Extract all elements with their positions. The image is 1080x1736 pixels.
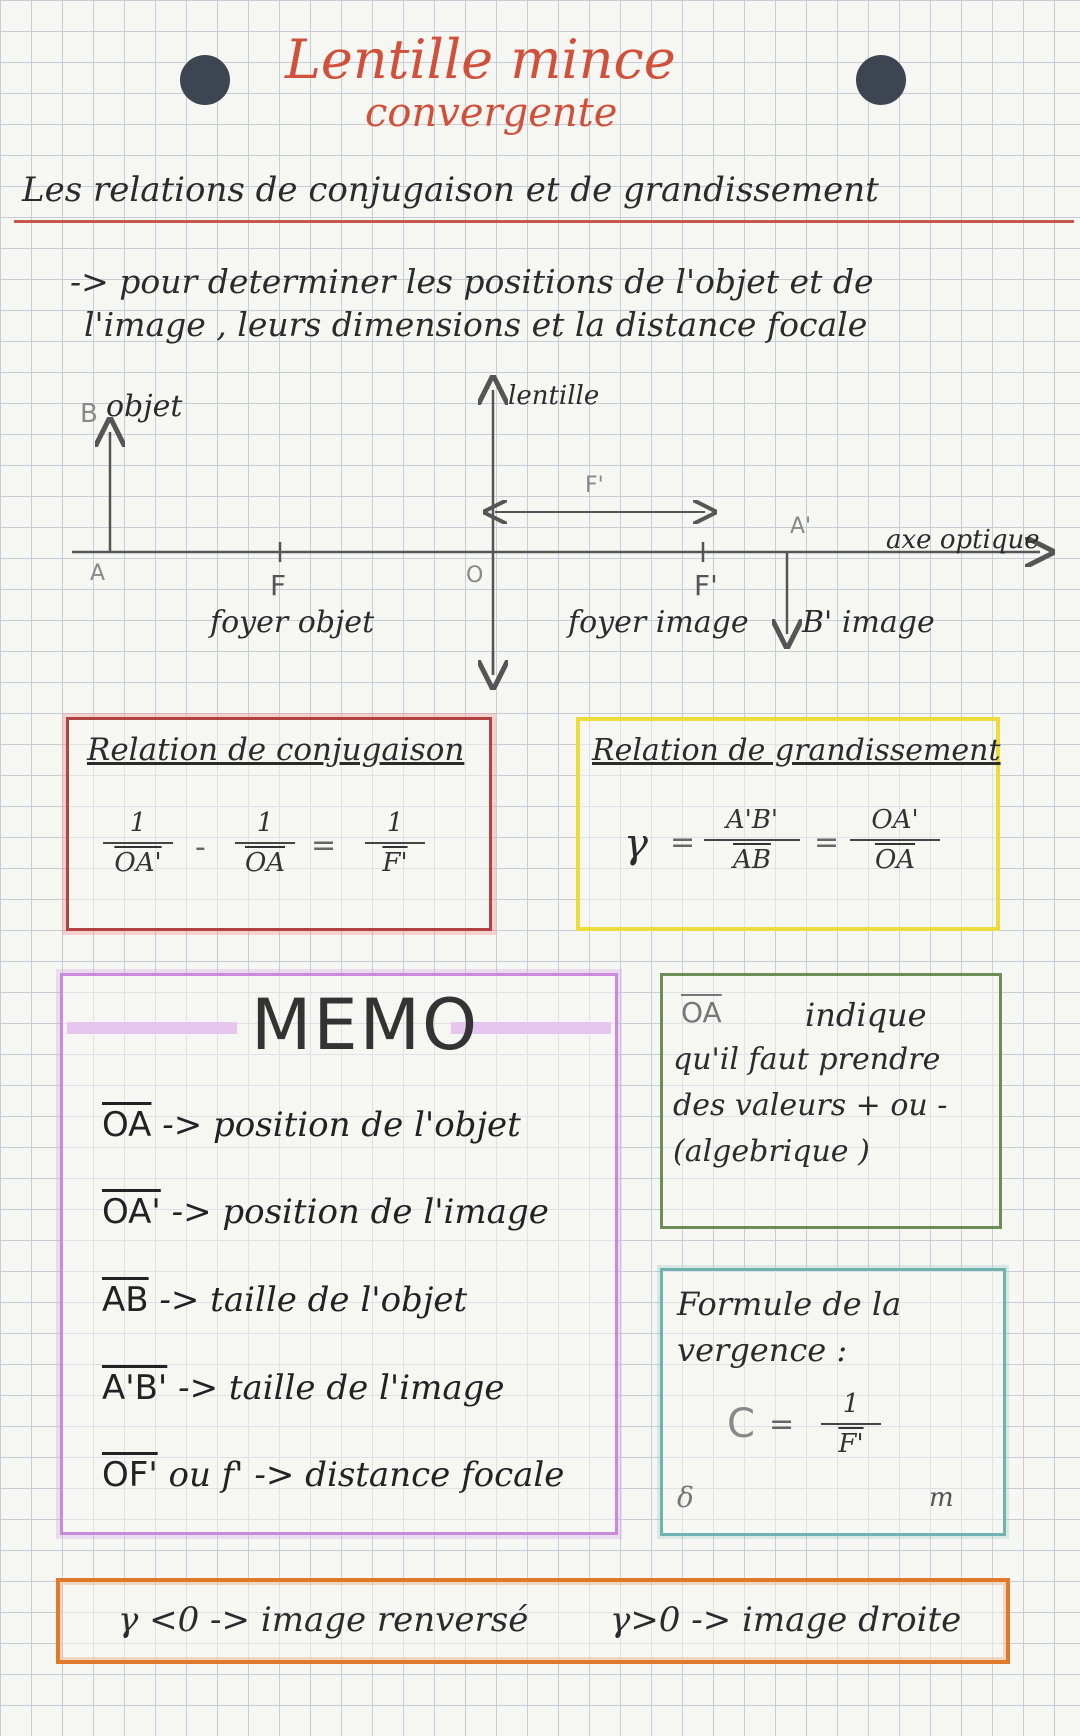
- note-line-4: (algebrique ): [673, 1134, 870, 1169]
- label-a: A: [90, 561, 106, 586]
- section-heading: Les relations de conjugaison et de grandissement: [22, 170, 879, 210]
- gamma-negative-rule: γ <0 -> image renversé: [118, 1600, 529, 1640]
- vergence-frac: $\frac{1}{F'}$: [821, 1389, 881, 1459]
- memo-item-1: $\overline{OA}$ -> position de l'objet: [102, 1105, 521, 1145]
- vergence-unit-right: m: [929, 1483, 954, 1513]
- binder-hole-left: [180, 55, 230, 105]
- vergence-equals: =: [769, 1407, 795, 1442]
- conjugaison-frac-1: $\frac{1}{OA'}$: [103, 808, 173, 878]
- label-b: B: [80, 399, 98, 429]
- intro-line-1: -> pour determiner les positions de l'objet et de: [70, 262, 874, 301]
- grandissement-equals-1: =: [670, 825, 696, 860]
- note-line-2: qu'il faut prendre: [673, 1042, 941, 1077]
- algebraic-note-box: [660, 973, 1002, 1229]
- note-line-1: indique: [805, 996, 927, 1034]
- conjugaison-frac-2: $\frac{1}{OA}$: [235, 808, 295, 878]
- conjugaison-minus: -: [195, 830, 206, 865]
- conjugaison-frac-3: $\frac{1}{F'}$: [365, 808, 425, 878]
- label-focus-object: F: [270, 569, 287, 602]
- heading-underline: [14, 220, 1074, 223]
- memo-item-4: A'B' -> taille de l'image: [102, 1368, 505, 1408]
- memo-bar-left: [67, 1022, 237, 1034]
- label-focus-image-caption: foyer image: [568, 605, 749, 640]
- vergence-title-1: Formule de la: [677, 1285, 902, 1323]
- vergence-unit-left: δ: [677, 1481, 694, 1514]
- label-object: objet: [106, 389, 183, 424]
- conjugaison-title: Relation de conjugaison: [87, 732, 465, 768]
- label-focus-object-caption: foyer objet: [210, 605, 375, 640]
- memo-item-3: $\overline{AB}$ -> taille de l'objet: [102, 1280, 468, 1320]
- memo-item-2: OA' -> position de l'image: [102, 1192, 549, 1232]
- grandissement-frac-2: $\frac{OA'}{OA}$: [850, 805, 940, 875]
- note-line-3: des valeurs + ou -: [673, 1088, 948, 1123]
- label-focal-arrow: F': [585, 473, 604, 498]
- grandissement-equals-2: =: [814, 825, 840, 860]
- binder-hole-right: [856, 55, 906, 105]
- grandissement-frac-1: $\frac{A'B'}{AB}$: [704, 805, 800, 875]
- conjugaison-equals: =: [311, 828, 337, 863]
- gamma-positive-rule: γ>0 -> image droite: [610, 1600, 962, 1640]
- gamma-sign-box: [56, 1578, 1010, 1664]
- label-image-caption: B' image: [802, 605, 935, 640]
- label-lens: lentille: [508, 381, 600, 411]
- label-focus-image: F': [694, 569, 718, 602]
- note-symbol: $\overline{OA}$: [681, 996, 722, 1029]
- conjugaison-box: [66, 717, 492, 931]
- vergence-title-2: vergence :: [677, 1331, 848, 1369]
- optics-diagram: [0, 370, 1080, 690]
- memo-box: [60, 973, 618, 1535]
- label-a-prime: A': [790, 514, 812, 539]
- label-axis: axe optique: [886, 525, 1040, 555]
- memo-item-5: OF' ou f' -> distance focale: [102, 1455, 565, 1495]
- memo-title: MEMO: [251, 984, 480, 1066]
- intro-line-2: l'image , leurs dimensions et la distance focale: [84, 305, 868, 344]
- page-subtitle: convergente: [365, 90, 618, 136]
- page-title: Lentille mince: [285, 28, 676, 91]
- vergence-lhs: C: [727, 1401, 755, 1447]
- grandissement-box: [576, 717, 1000, 931]
- grandissement-gamma: γ: [624, 821, 648, 867]
- vergence-box: [660, 1268, 1006, 1536]
- label-origin: O: [466, 563, 484, 588]
- grandissement-title: Relation de grandissement: [592, 733, 1001, 768]
